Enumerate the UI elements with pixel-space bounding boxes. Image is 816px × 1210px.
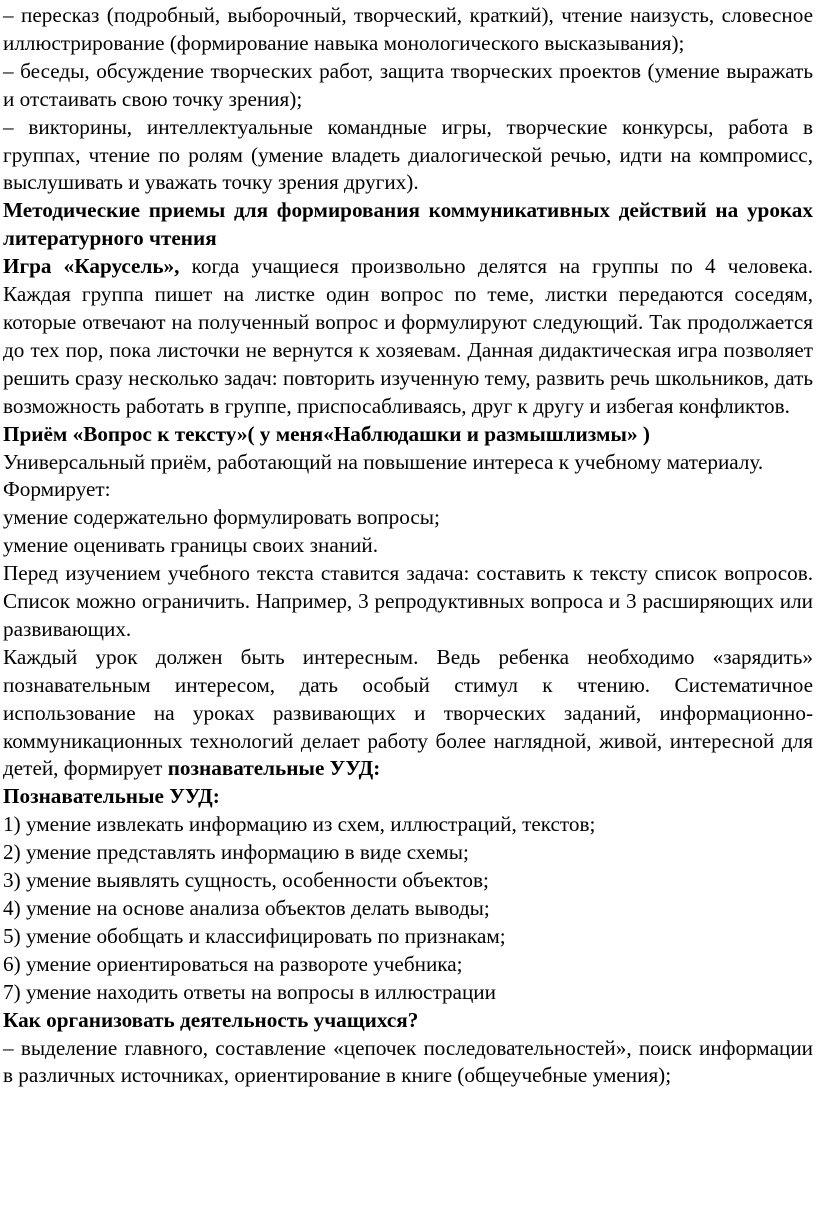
game-carousel-text: когда учащиеся произвольно делятся на группы по 4 человека. Каждая группа пишет на листке один вопрос по теме, листки передаются соседям, которые отвечают на полученный вопрос и формулируют следующий. Так продолжается до тех пор, пока листочки не вернутся к хозяевам. Данная дидактическая игра позволяет решить сразу несколько задач: повторить изученную тему, развить речь школьников, дать возможность работать в группе, приспосабливаясь, друг к другу и избегая конфликтов. bbox=[3, 254, 813, 418]
intro-item-retelling: – пересказ (подробный, выборочный, творческий, краткий), чтение наизусть, словесное иллюстрирование (формирование навыка монологического высказывания); bbox=[3, 3, 813, 55]
organize-paragraph: – выделение главного, составление «цепочек последовательностей», поиск информации в различных источниках, ориентирование в книге (общеучебные умения); bbox=[3, 1035, 813, 1088]
cognitive-item: 1) умение извлекать информацию из схем, иллюстраций, текстов; bbox=[3, 812, 596, 837]
game-carousel-title: Игра «Карусель», bbox=[3, 254, 180, 279]
technique-description: Универсальный приём, работающий на повышение интереса к учебному материалу. bbox=[3, 449, 764, 474]
forms-item: умение оценивать границы своих знаний. bbox=[3, 533, 379, 558]
cognitive-item: 2) умение представлять информацию в виде схемы; bbox=[3, 840, 469, 865]
technique-heading: Приём «Вопрос к тексту»( у меня«Наблюдашки и размышлизмы» ) bbox=[3, 421, 650, 446]
forms-item: умение содержательно формулировать вопросы; bbox=[3, 505, 440, 530]
intro-item-quizzes: – викторины, интеллектуальные командные игры, творческие конкурсы, работа в группах, чтение по ролям (умение владеть диалогической речью, идти на компромисс, выслушивать и уважать точку зрения других). bbox=[3, 114, 813, 195]
task-paragraph: Перед изучением учебного текста ставится задача: составить к тексту список вопросов. Список можно ограничить. Например, 3 репродуктивных вопроса и 3 расширяющих или развивающих. bbox=[3, 561, 813, 641]
cognitive-item: 4) умение на основе анализа объектов делать выводы; bbox=[3, 896, 490, 920]
cognitive-item: 7) умение находить ответы на вопросы в иллюстрации bbox=[3, 979, 496, 1004]
intro-item-discussions: – беседы, обсуждение творческих работ, защита творческих проектов (умение выражать и отстаивать свою точку зрения); bbox=[3, 58, 813, 111]
organize-heading: Как организовать деятельность учащихся? bbox=[3, 1007, 419, 1032]
section-heading-methods: Методические приемы для формирования коммуникативных действий на уроках литературного чтения bbox=[3, 198, 813, 251]
game-carousel-paragraph bbox=[3, 253, 813, 420]
cognitive-heading: Познавательные УУД: bbox=[3, 784, 220, 809]
cognitive-item: 5) умение обобщать и классифицировать по признакам; bbox=[3, 923, 506, 948]
cognitive-item: 6) умение ориентироваться на развороте учебника; bbox=[3, 951, 463, 976]
lesson-paragraph bbox=[3, 644, 813, 784]
lesson-bold-term: познавательные УУД: bbox=[167, 756, 381, 781]
cognitive-item: 3) умение выявлять сущность, особенности объектов; bbox=[3, 868, 489, 893]
lesson-text: Каждый урок должен быть интересным. Ведь ребенка необходимо «зарядить» познавательным интересом, дать особый стимул к чтению. Систематичное использование на уроках развивающих и творческих заданий, информационно-коммуникационных технологий делает работу более наглядной, живой, интересной для детей, формирует bbox=[3, 644, 813, 781]
forms-label: Формирует: bbox=[3, 477, 111, 502]
